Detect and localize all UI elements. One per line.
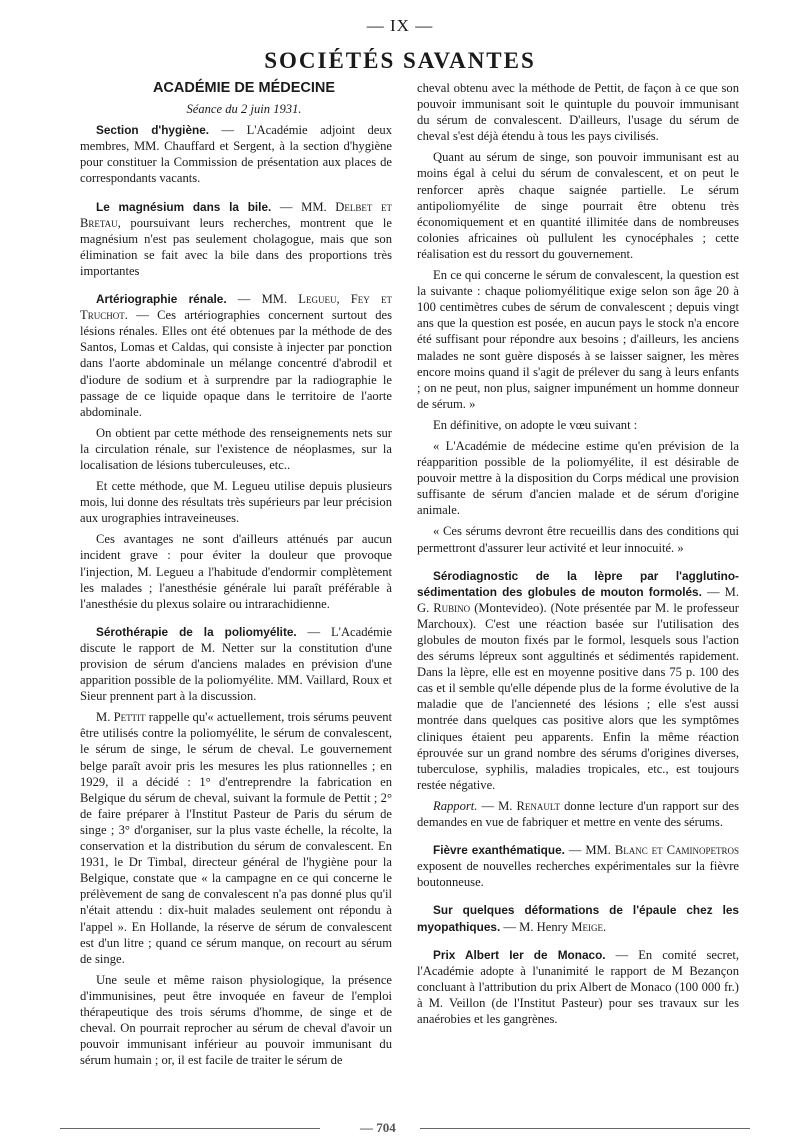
arteriography-p2: On obtient par cette méthode des renseignements nets sur la circulation rénale, sur l'existence de néoplasmes, sur la localisation de lésions tuberculeuses, etc..: [80, 425, 392, 472]
pettit-name: Pettit: [113, 710, 146, 725]
continued-p3: En ce qui concerne le sérum de convalescent, la question est la suivante : chaque poliomyélitique exige selon son âge 20 à 100 centimètres cubes de sérum de convalescent ; depuis vingt ans que la question est posée, en aucun pays le stock n'a encore été suffisant pour répondre aux besoins ; d'ailleurs, les anciens malades ne sont guère disposés à se laisser saigner, les mères encore moins quand il s'agit de prélever du sang à leurs enfants ; on ne peut, non plus, saigner impunément un homme donneur de sérum. »: [417, 268, 739, 411]
rapport-label: Rapport.: [433, 798, 478, 813]
magnesium-authors: Delbet et Bretau: [80, 199, 392, 230]
magnesium-paragraph: [80, 199, 392, 279]
session-date: Séance du 2 juin 1931.: [186, 102, 302, 117]
magnesium-title: Le magnésium dans la bile.: [96, 199, 272, 214]
leprosy-prefix: — M. G.: [417, 584, 739, 615]
continued-p2: Quant au sérum de singe, son pouvoir immunisant est au moins égal à celui du sérum de convalescent, et on peut le renforcer après chaque saignée partielle. Le sérum antipoliomyélite de singe pourrait être obtenu très économiquement et en quantité illimitée dans de nombreuses colonies africaines où pullulent les cynocéphales ; cette réalisation est du ressort du gouvernement.: [417, 150, 739, 261]
rapport-prefix: — M.: [477, 798, 517, 813]
serotherapy-body: — L'Académie discute le rapport de M. Netter sur la constitution d'une provision de sérum d'anciens malades en prévision d'une apparition possible de la poliomyélite. MM. Vaillard, Roux et Sieur prennent part à la discussion.: [80, 624, 392, 704]
arteriography-body: . — Ces artériographies concernent surtout des lésions rénales. Elles ont été obtenues par la méthode de des Santos, Lomas et Caldas, qui consiste à injecter par ponction dans l'aorte abdominale un mélange concentré d'abrodil et d'iodure de sodium et à surprendre par la radiographie le passage de ce liquide opaque dans le territoire de l'aorte abdominale.: [80, 308, 392, 419]
right-column: [417, 80, 739, 1032]
arteriography-p4: Ces avantages ne sont d'ailleurs atténués par aucun incident grave : pour éviter la douleur que provoque l'injection, M. Legueu a l'habitude d'endormir complètement les malades ; l'anesthésie générale lui paraît préférable à l'anesthésie du plexus solaire ou intrarachidienne.: [80, 532, 392, 611]
magnesium-body: , poursuivant leurs recherches, montrent que le magnésium n'est pas seulement cholagogue, mais que son élimination se fait avec la bile dans des proportions très importantes: [80, 215, 392, 278]
fever-paragraph: [417, 842, 739, 890]
shoulder-author: Meige: [571, 919, 603, 934]
serotherapy-paragraph: [80, 624, 392, 704]
footer-rule-right: [420, 1128, 750, 1129]
rapport-paragraph: [417, 798, 739, 830]
magnesium-prefix: — MM.: [271, 199, 336, 214]
physiology-paragraph: Une seule et même raison physiologique, la présence d'immunisines, peut être invoquée en faveur de l'emploi thérapeutique des trois sérums d'homme, de singe et de cheval. On pourrait reprocher au sérum de cheval d'avoir un pouvoir immunisant inférieur au pouvoir immunisant du sérum humain ; or, il est facile de traiter le sérum de: [80, 972, 392, 1068]
pettit-prefix: M.: [96, 710, 114, 725]
fever-title: Fièvre exanthématique.: [433, 843, 565, 858]
footer-page-fragment: — 704: [360, 1120, 396, 1135]
footer-rule-left: [60, 1128, 320, 1129]
arteriography-title: Artériographie rénale.: [96, 292, 227, 307]
pettit-paragraph: [80, 709, 392, 967]
leprosy-body: (Montevideo). (Note présentée par M. le professeur Marchoux). C'est une réaction basée sur l'utilisation des globules de mouton fixés par le formol, lesquels sous l'action des sérums lépreux sont aggultinés et sédimentés rapidement. Dans la lèpre, elle est en moyenne positive dans 75 p. 100 des cas et il semble qu'elle dépende plus de la forme évolutive de la maladie que de l'ancienneté des lésions ; elle s'est aussi montrée dans quelques cas positive alors que les symptômes cliniques étaient peu apparents. Enfin la même réaction éprouvée sur un grand nombre des sérums d'origines diverses, tuberculose, syphilis, maladies tropicales, etc., est toujours restée négative.: [417, 600, 739, 792]
shoulder-prefix: — M. Henry: [500, 919, 572, 934]
resolution-p2: « Ces sérums devront être recueillis dans des conditions qui permettront d'assurer leur activité et leur innocuité. »: [417, 524, 739, 555]
shoulder-end: .: [602, 919, 607, 934]
leprosy-author: Rubino: [433, 600, 471, 615]
rapport-author: Renault: [516, 798, 561, 813]
academy-heading: ACADÉMIE DE MÉDECINE: [152, 80, 336, 96]
fever-prefix: — MM.: [564, 843, 615, 858]
rapport-body: donne lecture d'un rapport sur des demandes en vue de fabriquer et mettre en vente des sérums.: [417, 798, 739, 830]
continued-p4: En définitive, on adopte le vœu suivant :: [433, 417, 638, 432]
serotherapy-title: Sérothérapie de la poliomyélite.: [96, 624, 297, 639]
fever-body: exposent de nouvelles recherches expérimentales sur la fièvre boutonneuse.: [417, 859, 739, 890]
page-number: — IX —: [366, 16, 434, 35]
shoulder-paragraph: [417, 902, 739, 934]
pettit-body: rappelle qu'« actuellement, trois sérums peuvent être utilisés contre la poliomyélite, le sérum de convalescent, le sérum de singe, le sérum de cheval. Le gouvernement belge paraît avoir pris les mesures les plus rationnelles ; en 1929, il a décidé : 1° d'entreprendre la fabrication en Belgique du sérum de cheval, suivant la formule de Pettit ; 2° de faire préparer à l'Institut Pasteur de Paris du sérum de singe ; 3° d'organiser, sur la plus vaste échelle, la récolte, la conservation et la distribution du sérum de convalescent. En 1931, le Dr Timbal, directeur général de l'hygiène pour la Belgique, constate que « la campagne en ce qui concerne le prélèvement de sang de convalescent n'a pas donné plus qu'il n'était attendu : dix-huit malades seulement ont répondu à l'appel ». En Hollande, la réserve de sérum de convalescent est d'un litre ; quand ce sérum manque, on recourt au sérum de singe.: [80, 710, 392, 966]
prize-body: — En comité secret, l'Académie adopte à l'unanimité le rapport de M Bezançon concluant à l'attribution du prix Albert de Monaco (100 000 fr.) à M. Veillon (de l'Institut Pasteur) pour ses travaux sur les anaérobies et les gangrènes.: [417, 947, 739, 1026]
resolution-p1: « L'Académie de médecine estime qu'en prévision de la réapparition possible de la poliomyélite, il est désirable de pouvoir mettre à la disposition du Corps médical une provision suffisante de sérum d'ancien malade et de sérum d'origine animale.: [417, 438, 739, 518]
hygiene-body: — L'Académie adjoint deux membres, MM. Chauffard et Sergent, à la section d'hygiène pour constituer la Commission de présentation aux places de correspondants vacants.: [80, 123, 392, 186]
arteriography-paragraph: [80, 291, 392, 420]
arteriography-p3: Et cette méthode, que M. Legueu utilise depuis plusieurs mois, lui donne des résultats très supérieurs par leur précision aux urographies intraveineuses.: [80, 479, 392, 526]
fever-authors: Blanc et Caminopetros: [614, 843, 739, 858]
arteriography-authors: Legueu, Fey et Truchot: [80, 292, 392, 323]
prize-paragraph: [417, 947, 739, 1027]
arteriography-prefix: — MM.: [226, 292, 299, 307]
hygiene-title: Section d'hygiène.: [96, 123, 210, 138]
page-title: SOCIÉTÉS SAVANTES: [264, 48, 536, 73]
continued-p1: cheval obtenu avec la méthode de Pettit, de façon à ce que son pouvoir immunisant soit le quintuple du pouvoir immunisant du sérum de convalescent. D'ailleurs, l'usage du sérum de cheval s'est déjà étendu à tous les pays civilisés.: [417, 81, 739, 144]
shoulder-title: Sur quelques déformations de l'épaule chez les myopathiques.: [417, 903, 739, 934]
hygiene-paragraph: [80, 122, 392, 186]
leprosy-paragraph: [417, 568, 739, 793]
left-column: [80, 80, 392, 1073]
leprosy-title: Sérodiagnostic de la lèpre par l'agglutino-sédimentation des globules de mouton formolés.: [417, 568, 739, 599]
prize-title: Prix Albert Ier de Monaco.: [433, 947, 606, 962]
